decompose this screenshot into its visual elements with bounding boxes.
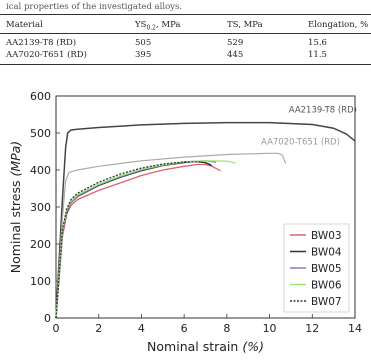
annotation-aa2139: AA2139-T8 (RD) [288,105,357,116]
properties-table [0,0,371,78]
series-line-bw06 [56,161,235,318]
y-tick-label: 500 [30,127,51,140]
header-material: Material [6,20,43,30]
y-tick-label: 200 [30,238,51,251]
table-header-rule [0,33,371,34]
x-tick-label: 12 [305,322,320,335]
x-tick-label: 10 [262,322,277,335]
series-line-bw03 [56,165,221,319]
row-2-elongation: 11.5 [308,50,327,60]
y-tick-label: 100 [30,275,51,288]
table-bottom-rule [0,64,371,65]
row-1-elongation: 15.6 [308,38,327,48]
annotation-aa7020: AA7020-T651 (RD) [261,137,341,148]
x-tick-label: 8 [223,322,231,335]
row-1-ys: 505 [135,38,152,48]
legend-label-bw04: BW04 [311,246,342,259]
stress-strain-chart [0,78,371,357]
legend-label-bw05: BW05 [311,263,342,275]
x-tick-label: 6 [180,322,188,335]
header-ys: $YS_{0.2}$, MPa [135,20,181,32]
table-caption: ical properties of the investigated alloys. [6,2,183,12]
series-line-bw05 [56,161,216,318]
row-2-ys: 395 [135,50,152,60]
legend-label-bw03: BW03 [311,230,342,242]
chart-svg [0,78,371,357]
x-tick-label: 2 [95,322,103,335]
row-2-material: AA7020-T651 (RD) [6,50,87,60]
y-axis-label: Nominal stress (MPa) [8,140,23,274]
legend-label-bw06: BW06 [311,279,342,292]
row-2-ts: 445 [227,50,244,60]
row-1-material: AA2139-T8 (RD) [6,38,77,48]
legend-label-bw07: BW07 [311,296,342,308]
series-line-bw07 [56,162,210,318]
x-tick-label: 4 [137,322,145,335]
header-ts: TS, MPa [227,20,263,30]
y-tick-label: 600 [30,90,51,103]
series-line-bw04 [56,162,212,319]
table-top-rule [0,14,371,15]
x-axis-label: Nominal strain (%) [147,339,264,354]
x-tick-label: 0 [52,322,60,335]
y-tick-label: 400 [30,164,51,177]
y-tick-label: 0 [44,312,51,325]
row-1-ts: 529 [227,38,244,48]
y-tick-label: 300 [30,201,51,214]
x-tick-label: 14 [348,322,362,335]
reference-curve-line [56,153,286,318]
header-elongation: Elongation, % [308,20,369,30]
